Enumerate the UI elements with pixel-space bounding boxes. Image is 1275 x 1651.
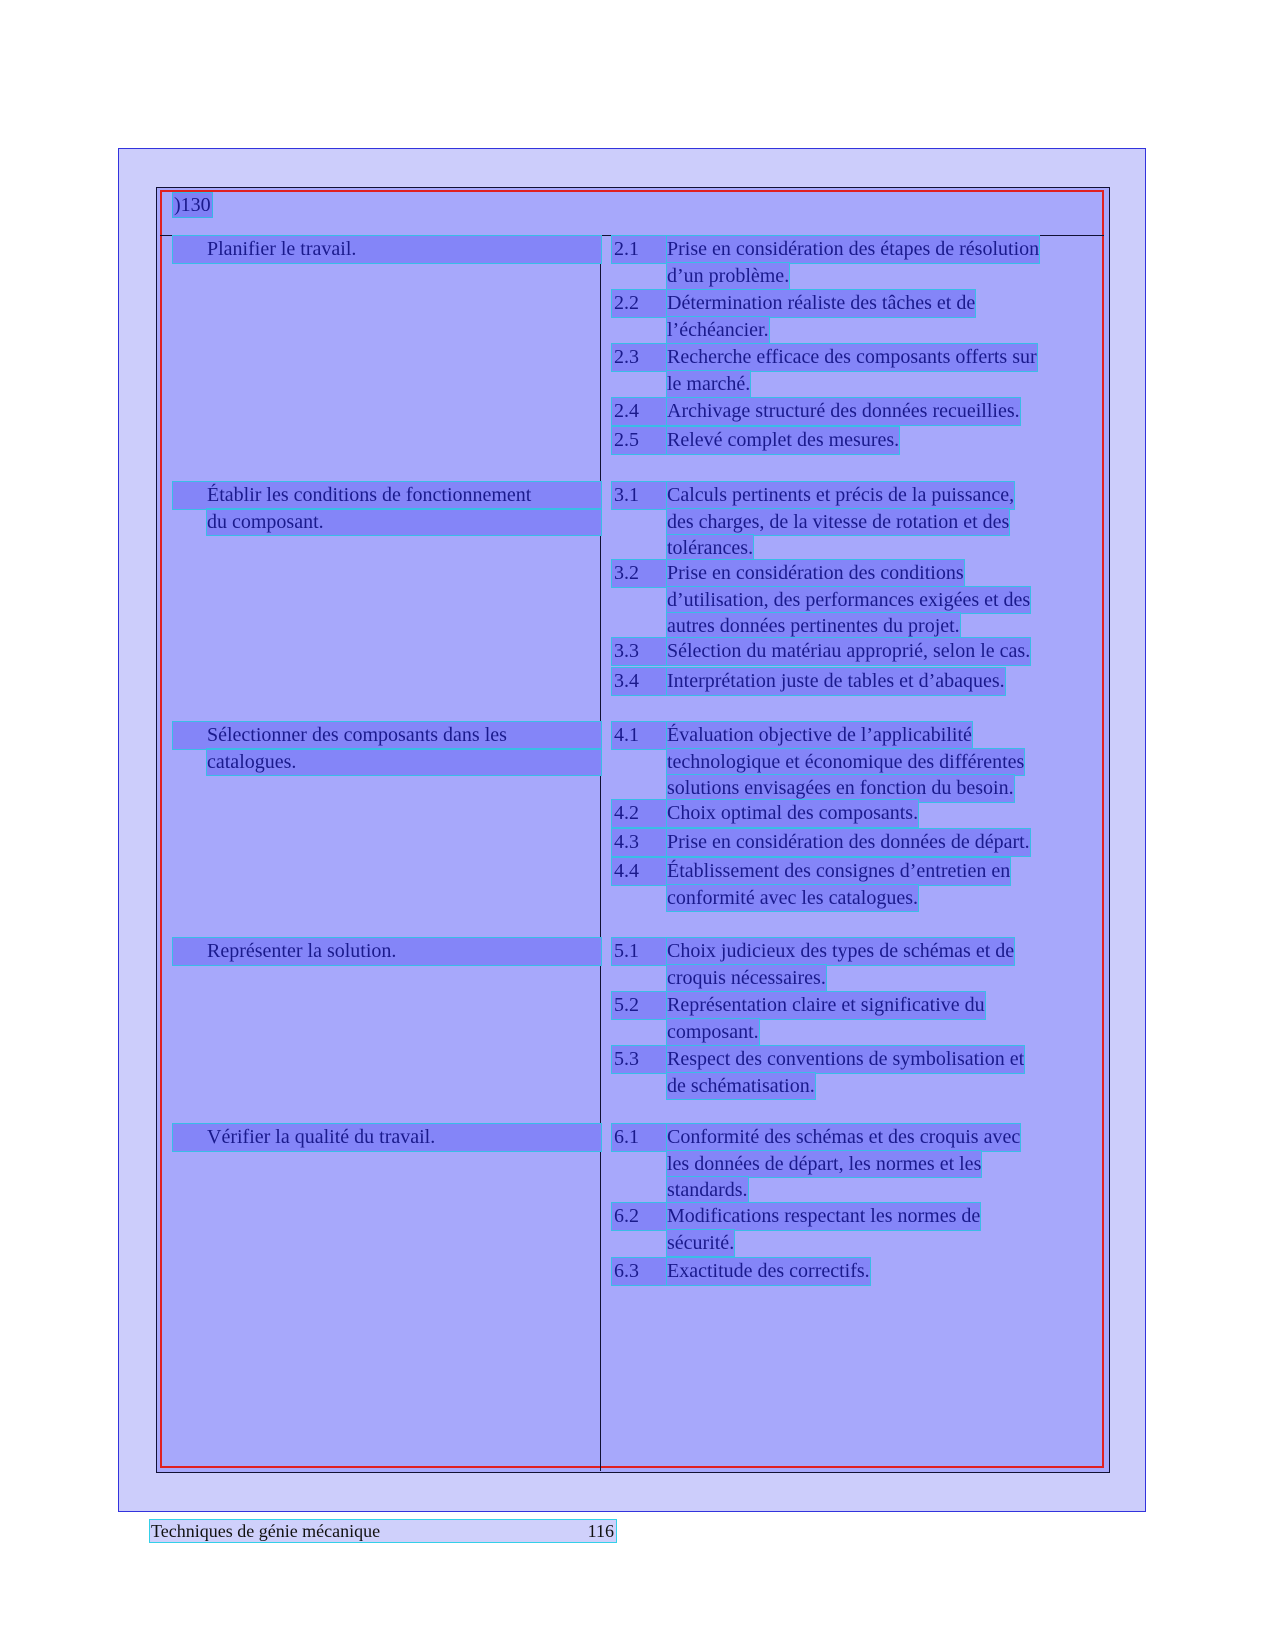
criterion-text-line: technologique et économique des différentes — [667, 749, 1024, 776]
criterion-number: 6.1 — [612, 1124, 666, 1151]
criterion-text — [667, 858, 1107, 911]
criterion-text-line: Relevé complet des mesures. — [667, 427, 899, 454]
criterion-text-line: autres données pertinentes du projet. — [667, 613, 960, 640]
criterion-text-line: Exactitude des correctifs. — [667, 1258, 870, 1285]
criterion-text-line: Recherche efficace des composants offerts sur — [667, 344, 1037, 371]
criterion-text-line: solutions envisagées en fonction du besoin. — [667, 775, 1014, 802]
element-text-line: catalogues. — [207, 749, 601, 776]
criterion-text — [667, 800, 1107, 827]
criterion-text — [667, 398, 1107, 425]
criterion-text-line: de schématisation. — [667, 1073, 815, 1100]
element-text — [207, 722, 601, 775]
element-text-line: du composant. — [207, 509, 601, 536]
criterion-text-line: Prise en considération des données de départ. — [667, 829, 1030, 856]
element-text-line: Planifier le travail. — [173, 236, 601, 263]
criterion-text-line: Respect des conventions de symbolisation et — [667, 1046, 1024, 1073]
criterion-text-line: Choix optimal des composants. — [667, 800, 918, 827]
criterion-text-line: d’utilisation, des performances exigées et des — [667, 587, 1030, 614]
criterion-number: 6.3 — [612, 1258, 666, 1285]
element-text — [207, 482, 601, 535]
criterion-text-line: les données de départ, les normes et les — [667, 1151, 981, 1178]
criterion-text — [667, 722, 1107, 802]
criterion-number: 5.1 — [612, 938, 666, 965]
criterion-number: 4.3 — [612, 829, 666, 856]
criterion-text-line: Sélection du matériau approprié, selon le cas. — [667, 638, 1030, 665]
criterion-text-line: tolérances. — [667, 535, 753, 562]
element-text-line: Sélectionner des composants dans les — [173, 722, 601, 749]
criterion-text — [667, 938, 1107, 991]
competency-code: )130 — [174, 194, 211, 216]
footer-title: Techniques de génie mécanique — [151, 1521, 381, 1541]
criterion-text-line: Interprétation juste de tables et d’abaques. — [667, 668, 1005, 695]
criterion-number: 2.3 — [612, 344, 666, 371]
element-text-line: Représenter la solution. — [173, 938, 601, 965]
criterion-text-line: Archivage structuré des données recueillies. — [667, 398, 1020, 425]
criterion-text-line: Évaluation objective de l’applicabilité — [667, 722, 972, 749]
criterion-text — [667, 1258, 1107, 1285]
criterion-text-line: Détermination réaliste des tâches et de — [667, 290, 975, 317]
criterion-number: 4.4 — [612, 858, 666, 885]
element-text — [207, 938, 601, 965]
criterion-number: 3.1 — [612, 482, 666, 509]
criterion-text — [667, 668, 1107, 695]
criterion-text-line: Modifications respectant les normes de — [667, 1203, 980, 1230]
criterion-text — [667, 1124, 1107, 1204]
criterion-text — [667, 992, 1107, 1045]
footer-page-number: 116 — [587, 1521, 614, 1541]
criterion-text — [667, 427, 1107, 454]
criterion-text-line: sécurité. — [667, 1230, 734, 1257]
criterion-text-line: des charges, de la vitesse de rotation et des — [667, 509, 1009, 536]
criterion-text-line: Établissement des consignes d’entretien en — [667, 858, 1010, 885]
criterion-text-line: Prise en considération des étapes de résolution — [667, 236, 1039, 263]
criterion-text — [667, 1203, 1107, 1256]
criterion-number: 4.2 — [612, 800, 666, 827]
criterion-number: 2.5 — [612, 427, 666, 454]
criterion-text — [667, 290, 1107, 343]
criterion-number: 3.3 — [612, 638, 666, 665]
element-text — [207, 1124, 601, 1151]
criterion-text-line: d’un problème. — [667, 263, 789, 290]
criterion-text-line: composant. — [667, 1019, 759, 1046]
criterion-number: 5.3 — [612, 1046, 666, 1073]
element-text-line: Établir les conditions de fonctionnement — [173, 482, 601, 509]
criterion-text-line: Prise en considération des conditions — [667, 560, 964, 587]
criterion-text — [667, 638, 1107, 665]
element-text-line: Vérifier la qualité du travail. — [173, 1124, 601, 1151]
table-column-divider — [600, 235, 601, 1471]
criterion-number: 3.2 — [612, 560, 666, 587]
criterion-text-line: Calculs pertinents et précis de la puissance, — [667, 482, 1014, 509]
criterion-text-line: standards. — [667, 1177, 748, 1204]
criterion-text — [667, 344, 1107, 397]
criterion-text-line: Choix judicieux des types de schémas et de — [667, 938, 1014, 965]
page-footer — [150, 1520, 616, 1542]
criterion-text-line: Représentation claire et significative du — [667, 992, 985, 1019]
criterion-text — [667, 560, 1107, 640]
criterion-number: 2.2 — [612, 290, 666, 317]
criterion-text-line: le marché. — [667, 371, 750, 398]
criterion-number: 5.2 — [612, 992, 666, 1019]
criterion-text — [667, 1046, 1107, 1099]
criterion-text — [667, 482, 1107, 562]
criterion-text-line: l’échéancier. — [667, 317, 769, 344]
criterion-text-line: croquis nécessaires. — [667, 965, 826, 992]
criterion-text — [667, 829, 1107, 856]
criterion-number: 3.4 — [612, 668, 666, 695]
criterion-number: 2.1 — [612, 236, 666, 263]
criterion-number: 4.1 — [612, 722, 666, 749]
criterion-text-line: Conformité des schémas et des croquis avec — [667, 1124, 1020, 1151]
criterion-number: 6.2 — [612, 1203, 666, 1230]
criterion-text-line: conformité avec les catalogues. — [667, 885, 918, 912]
criterion-number: 2.4 — [612, 398, 666, 425]
criterion-text — [667, 236, 1107, 289]
element-text — [207, 236, 601, 263]
